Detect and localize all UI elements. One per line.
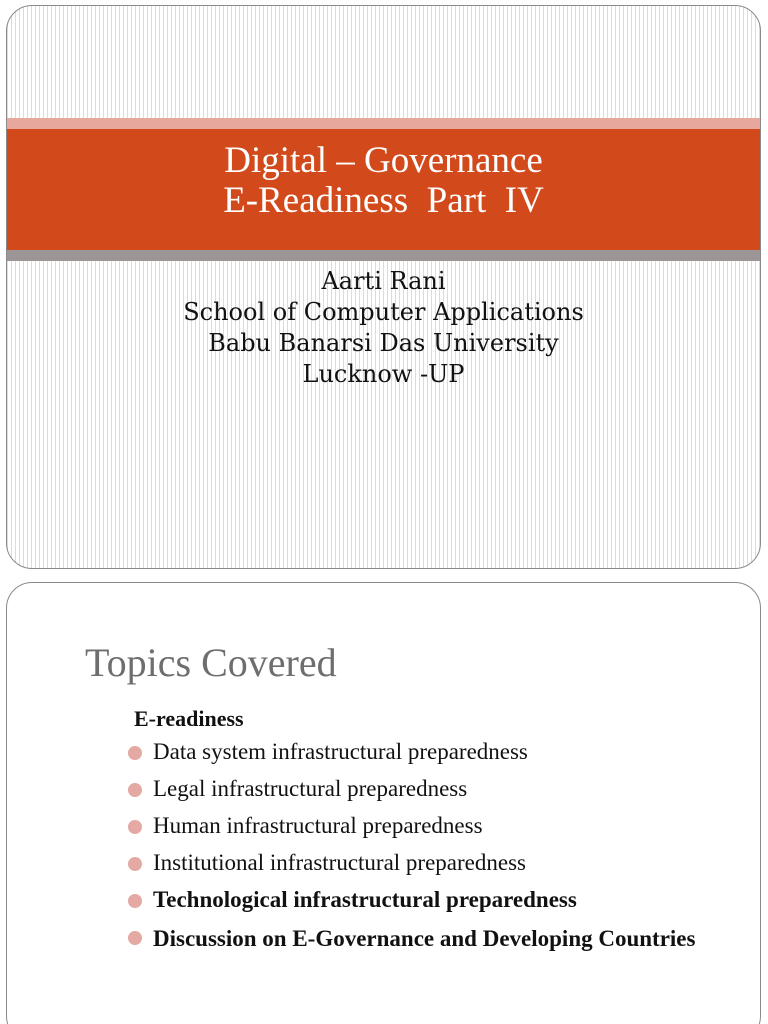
title-line-2: E-Readiness Part IV <box>223 180 544 221</box>
topic-item <box>127 738 727 766</box>
topics-list <box>127 738 727 964</box>
bullet-dot-icon <box>128 746 142 760</box>
bullet-dot-icon <box>128 931 142 945</box>
topic-text: Data system infrastructural preparedness <box>153 739 528 764</box>
title-slide <box>6 5 761 569</box>
slide-subtitle <box>7 266 760 390</box>
topic-item <box>127 886 727 914</box>
topic-text: Legal infrastructural preparedness <box>153 776 468 801</box>
title-line-1: Digital – Governance <box>224 140 543 181</box>
topic-item <box>127 812 727 840</box>
bullet-dot-icon <box>128 894 142 908</box>
bullet-dot-icon <box>128 857 142 871</box>
topics-heading: Topics Covered <box>85 640 337 685</box>
topic-item <box>127 849 727 877</box>
location-text: Lucknow -UP <box>302 360 465 388</box>
topics-slide <box>6 582 761 1024</box>
topic-item <box>127 775 727 803</box>
university-name: Babu Banarsi Das University <box>208 329 559 357</box>
topic-text: Institutional infrastructural preparedness <box>153 850 526 875</box>
department-name: School of Computer Applications <box>183 298 584 326</box>
topic-text: Technological infrastructural preparedness <box>153 887 577 912</box>
title-band-top-stripe <box>7 118 760 129</box>
bullet-dot-icon <box>128 820 142 834</box>
bullet-dot-icon <box>128 783 142 797</box>
title-band-bottom-stripe <box>7 250 760 261</box>
topic-text: Discussion on E-Governance and Developing Countries <box>153 926 696 951</box>
topics-subheading: E-readiness <box>134 706 244 731</box>
author-name: Aarti Rani <box>321 267 446 295</box>
topic-text: Human infrastructural preparedness <box>153 813 483 838</box>
topic-item <box>127 923 727 955</box>
slide-title <box>7 141 760 221</box>
